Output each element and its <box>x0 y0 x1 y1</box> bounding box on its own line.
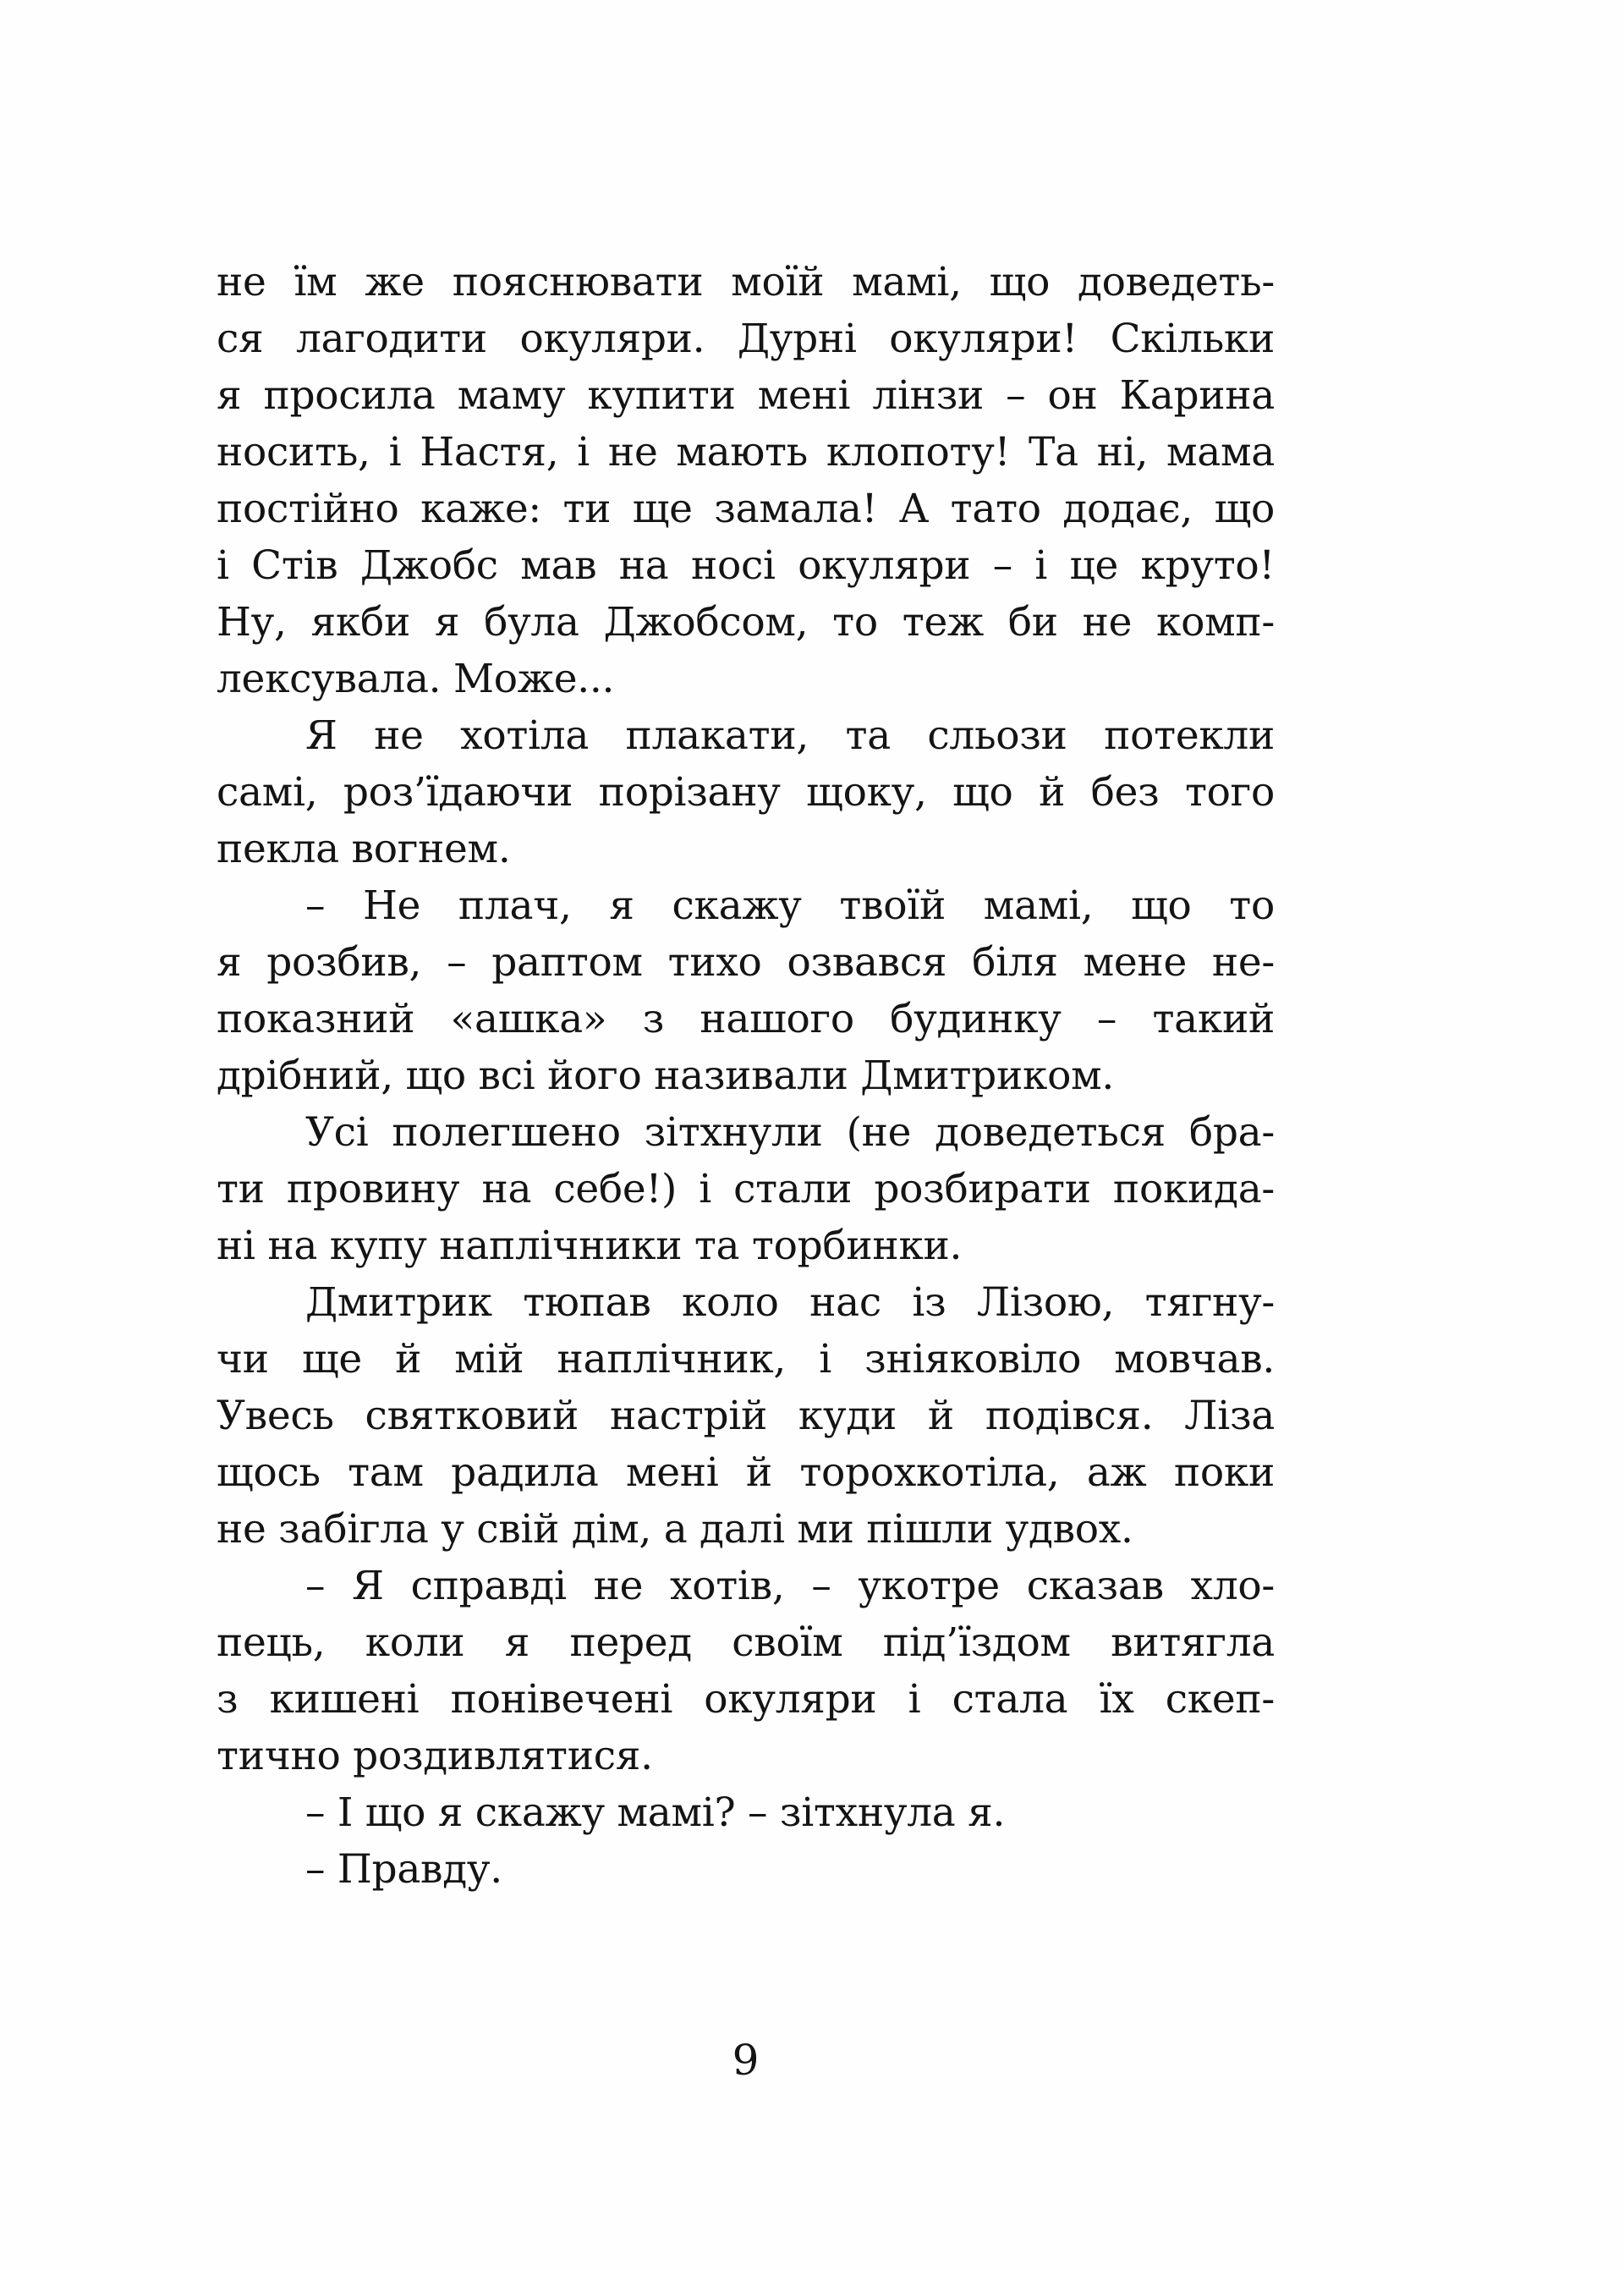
text-line: Увесь святковий настрій куди й подівся. Ліза <box>217 1393 1275 1439</box>
text-line: дрібний, що всі його називали Дмитриком. <box>217 1053 1114 1099</box>
text-line: носить, і Настя, і не мають клопоту! Та ні, мама <box>217 429 1275 475</box>
page-body-text <box>217 254 1275 1898</box>
text-line: ся лагодити окуляри. Дурні окуляри! Скільки <box>217 316 1275 362</box>
text-line: не їм же пояснювати моїй мамі, що доведеть- <box>217 259 1275 305</box>
paragraph-first-line: Усі полегшено зітхнули (не доведеться бра- <box>305 1109 1275 1156</box>
text-line: і Стів Джобс мав на носі окуляри – і це круто! <box>217 542 1275 589</box>
text-line: я розбив, – раптом тихо озвався біля мене не- <box>217 939 1275 986</box>
paragraph-first-line: Дмитрик тюпав коло нас із Лізою, тягну- <box>305 1279 1275 1326</box>
text-line: щось там радила мені й торохкотіла, аж поки <box>217 1449 1275 1496</box>
dialogue-line: – І що я скажу мамі? – зітхнула я. <box>305 1789 1006 1836</box>
dialogue-line: – Не плач, я скажу твоїй мамі, що то <box>305 882 1275 929</box>
text-line: постійно каже: ти ще замала! А тато додає, що <box>217 486 1275 532</box>
dialogue-line: – Я справді не хотів, – укотре сказав хло- <box>305 1563 1275 1609</box>
text-line: пець, коли я перед своїм під’їздом витягла <box>217 1619 1275 1666</box>
text-line: чи ще й мій наплічник, і зніяковіло мовчав. <box>217 1336 1275 1382</box>
text-line: самі, роз’їдаючи порізану щоку, що й без того <box>217 769 1275 816</box>
paragraph-first-line: Я не хотіла плакати, та сльози потекли <box>305 712 1275 759</box>
text-line: я просила маму купити мені лінзи – он Карина <box>217 372 1275 419</box>
dialogue-line: – Правду. <box>305 1846 502 1893</box>
text-line: пекла вогнем. <box>217 826 511 872</box>
text-line: не забігла у свій дім, а далі ми пішли удвох. <box>217 1506 1133 1553</box>
page-number: 9 <box>732 2036 760 2085</box>
text-line: ти провину на себе!) і стали розбирати покида- <box>217 1166 1275 1212</box>
text-line: ні на купу наплічники та торбинки. <box>217 1223 963 1269</box>
text-line: лексувала. Може... <box>217 656 615 702</box>
text-line: Ну, якби я була Джобсом, то теж би не комп- <box>217 599 1275 646</box>
text-line: з кишені понівечені окуляри і стала їх скеп- <box>217 1676 1275 1723</box>
text-line: показний «ашка» з нашого будинку – такий <box>217 996 1275 1042</box>
text-line: тично роздивлятися. <box>217 1733 653 1779</box>
